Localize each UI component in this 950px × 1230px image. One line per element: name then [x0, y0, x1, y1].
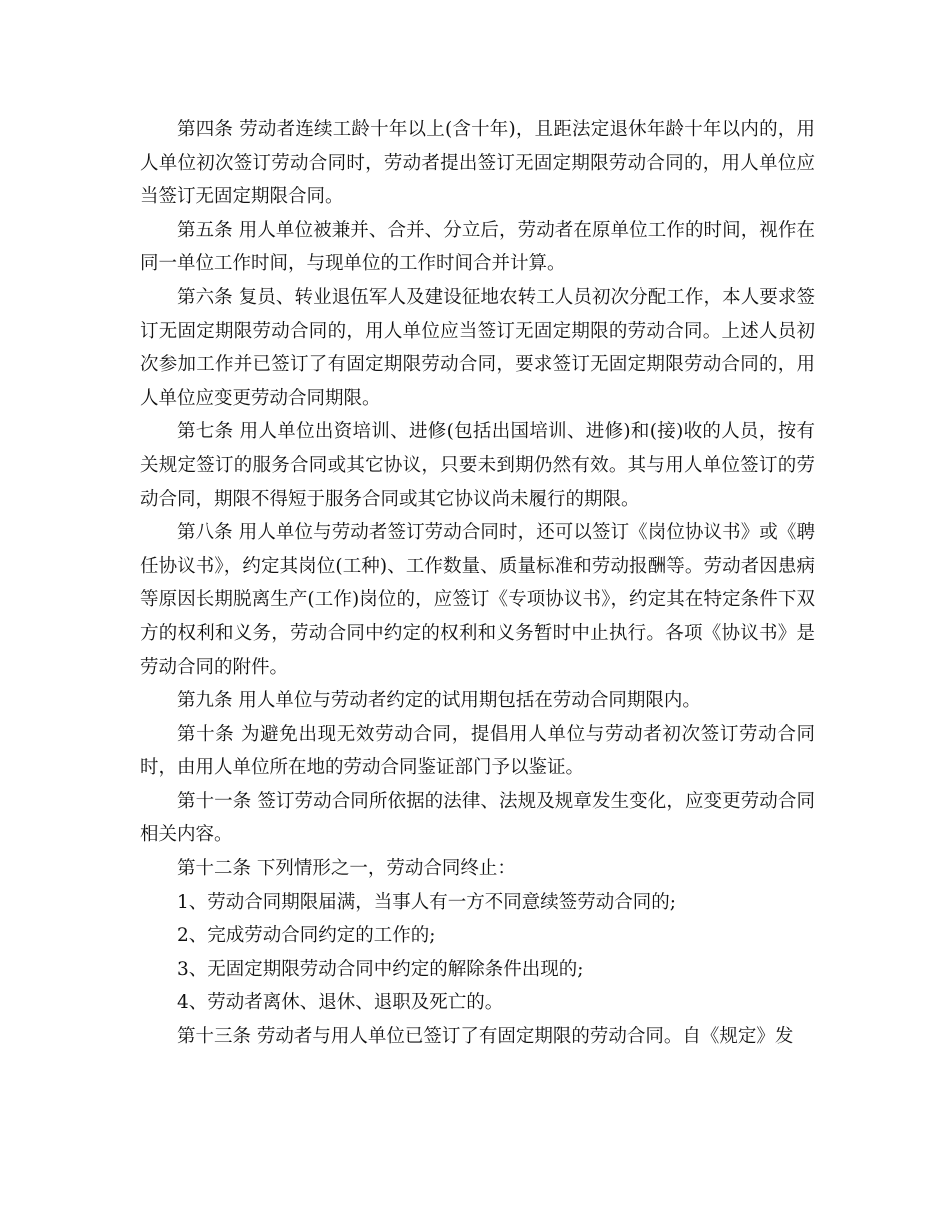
list-item: 1、劳动合同期限届满，当事人有一方不同意续签劳动合同的; [177, 891, 677, 913]
article-9: 第九条 用人单位与劳动者约定的试用期包括在劳动合同期限内。 [177, 690, 701, 712]
document-body [140, 113, 815, 1054]
article-7: 第七条 用人单位出资培训、进修(包括出国培训、进修)和(接)收的人员，按有关规定签订的服务合同或其它协议，只要未到期仍然有效。其与用人单位签订的劳动合同，期限不得短于服务合同或其它协议尚未履行的期限。 [140, 421, 815, 510]
article-12: 第十二条 下列情形之一，劳动合同终止： [177, 858, 516, 880]
article-4: 第四条 劳动者连续工龄十年以上(含十年)，且距法定退休年龄十年以内的，用人单位初次签订劳动合同时，劳动者提出签订无固定期限劳动合同的，用人单位应当签订无固定期限合同。 [140, 119, 815, 208]
article-6: 第六条 复员、转业退伍军人及建设征地农转工人员初次分配工作，本人要求签订无固定期限劳动合同的，用人单位应当签订无固定期限的劳动合同。上述人员初次参加工作并已签订了有固定期限劳动合同，要求签订无固定期限劳动合同的，用人单位应变更劳动合同期限。 [140, 286, 815, 409]
article-11: 第十一条 签订劳动合同所依据的法律、法规及规章发生变化，应变更劳动合同相关内容。 [140, 790, 815, 846]
list-item: 4、劳动者离休、退休、退职及死亡的。 [177, 992, 504, 1014]
article-5: 第五条 用人单位被兼并、合并、分立后，劳动者在原单位工作的时间，视作在同一单位工作时间，与现单位的工作时间合并计算。 [140, 219, 815, 275]
list-item: 3、无固定期限劳动合同中约定的解除条件出现的; [177, 958, 584, 980]
article-8: 第八条 用人单位与劳动者签订劳动合同时，还可以签订《岗位协议书》或《聘任协议书》，约定其岗位(工种)、工作数量、质量标准和劳动报酬等。劳动者因患病等原因长期脱离生产(工作)岗位的，应签订《专项协议书》，约定其在特定条件下双方的权利和义务，劳动合同中约定的权利和义务暂时中止执行。各项《协议书》是劳动合同的附件。 [140, 522, 815, 678]
article-13: 第十三条 劳动者与用人单位已签订了有固定期限的劳动合同。自《规定》发 [177, 1026, 794, 1048]
list-item: 2、完成劳动合同约定的工作的; [177, 925, 436, 947]
article-10: 第十条 为避免出现无效劳动合同，提倡用人单位与劳动者初次签订劳动合同时，由用人单位所在地的劳动合同鉴证部门予以鉴证。 [140, 723, 815, 779]
